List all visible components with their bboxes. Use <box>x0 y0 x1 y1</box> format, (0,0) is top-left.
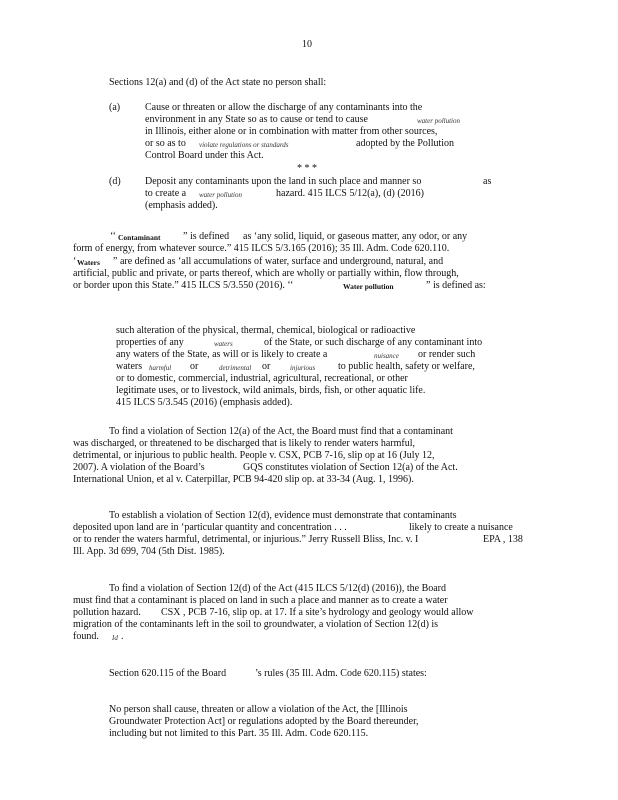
para-line: found. <box>73 631 99 642</box>
intro-line: Sections 12(a) and (d) of the Act state no person shall: <box>109 77 327 88</box>
quote-line: any waters of the State, as will or is likely to create a <box>116 349 328 360</box>
sec-d-line: as <box>483 176 492 187</box>
defs-line: ” is defined <box>183 231 230 242</box>
sec-a-line: Control Board under this Act. <box>145 150 264 161</box>
para-line: . <box>121 631 124 642</box>
quote-line: 415 ILCS 5/3.545 (2016) (emphasis added). <box>116 397 293 408</box>
defs-line: ” are defined as ‘all accumulations of water, surface and underground, natural, and <box>113 256 444 267</box>
para-line: CSX , PCB 7-16, slip op. at 17. If a site’s hydrology and geology would allow <box>161 607 474 618</box>
stars-separator: * * * <box>297 163 317 174</box>
sec-a-emphasis: violate regulations or standards <box>199 141 289 149</box>
quote-line: including but not limited to this Part. 35 Ill. Adm. Code 620.115. <box>109 728 369 739</box>
quote-emphasis: harmful <box>149 364 172 372</box>
para-emphasis: Id <box>112 634 118 642</box>
sec-a-line: in Illinois, either alone or in combination with matter from other sources, <box>145 126 438 137</box>
quote-line: to public health, safety or welfare, <box>338 361 475 372</box>
sec-a-line: environment in any State so as to cause or tend to cause <box>145 114 368 125</box>
para-line: EPA , 138 <box>483 534 523 545</box>
quote-emphasis: injurious <box>290 364 316 372</box>
para-line: Ill. App. 3d 699, 704 (5th Dist. 1985). <box>73 546 225 557</box>
quote-line: of the State, or such discharge of any contaminant into <box>264 337 483 348</box>
defs-line: as ‘any solid, liquid, or gaseous matter, any odor, or any <box>243 231 468 242</box>
defs-line: or border upon this State.” 415 ILCS 5/3.550 (2016). ‘‘ <box>73 280 294 291</box>
sec-d-emphasis: water pollution <box>199 191 242 199</box>
defs-term: Contaminant <box>118 233 161 242</box>
defs-line: artificial, public and private, or parts thereof, which are wholly or partially within, flow through, <box>73 268 459 279</box>
sec-a-line: adopted by the Pollution <box>356 138 455 149</box>
defs-term: Waters <box>77 258 100 267</box>
sec-d-line: (emphasis added). <box>145 200 218 211</box>
para-line: must find that a contaminant is placed on land in such a place and manner as to create a water <box>73 595 448 606</box>
quote-line: No person shall cause, threaten or allow a violation of the Act, the [Illinois <box>109 704 408 715</box>
para-line: To find a violation of Section 12(d) of the Act (415 ILCS 5/12(d) (2016)), the Board <box>109 583 447 594</box>
sec-d-line: to create a <box>145 188 187 199</box>
sec-a-label: (a) <box>109 102 121 113</box>
quote-emphasis: waters <box>214 340 233 348</box>
para-line: migration of the contaminants left in the soil to groundwater, a violation of Section 12(d) is <box>73 619 439 630</box>
para-line: pollution hazard. <box>73 607 141 618</box>
para-line: deposited upon land are in ‘particular quantity and concentration . . . <box>73 522 347 533</box>
para-line: To establish a violation of Section 12(d), evidence must demonstrate that contaminants <box>109 510 457 521</box>
quote-line: such alteration of the physical, thermal, chemical, biological or radioactive <box>116 325 416 336</box>
quote-line: or <box>262 361 271 372</box>
quote-emphasis: detrimental <box>219 364 252 372</box>
para-line: or to render the waters harmful, detrimental, or injurious.” Jerry Russell Bliss, Inc. v. I <box>73 534 419 545</box>
quote-line: waters <box>116 361 143 372</box>
quote-line: or <box>190 361 199 372</box>
para-line: 2007). A violation of the Board’s <box>73 462 205 473</box>
para-line: International Union, et al v. Caterpillar, PCB 94-420 slip op. at 33-34 (Aug. 1, 1996). <box>73 474 414 485</box>
quote-line: or render such <box>418 349 476 360</box>
quote-line: or to domestic, commercial, industrial, agricultural, recreational, or other <box>116 373 408 384</box>
defs-line: form of energy, from whatever source.” 415 ILCS 5/3.165 (2016); 35 Ill. Adm. Code 620.110. <box>73 243 450 254</box>
sec-d-line: hazard. 415 ILCS 5/12(a), (d) (2016) <box>276 188 425 199</box>
para-line: likely to create a nuisance <box>409 522 513 533</box>
para-line: ’s rules (35 Ill. Adm. Code 620.115) states: <box>255 668 427 679</box>
sec-a-line: or so as to <box>145 138 186 149</box>
defs-line: ‘ <box>73 256 77 267</box>
quote-line: properties of any <box>116 337 184 348</box>
page-number: 10 <box>302 39 312 50</box>
quote-line: Groundwater Protection Act] or regulations adopted by the Board thereunder, <box>109 716 419 727</box>
para-line: To find a violation of Section 12(a) of the Act, the Board must find that a contaminant <box>109 426 453 437</box>
sec-a-emphasis: water pollution <box>417 117 460 125</box>
sec-d-line: Deposit any contaminants upon the land in such place and manner so <box>145 176 422 187</box>
para-line: GQS constitutes violation of Section 12(a) of the Act. <box>243 462 458 473</box>
defs-line: ‘‘ <box>110 231 116 242</box>
defs-term: Water pollution <box>343 282 394 291</box>
defs-line: ” is defined as: <box>426 280 486 291</box>
para-line: Section 620.115 of the Board <box>109 668 227 679</box>
sec-d-label: (d) <box>109 176 121 187</box>
para-line: was discharged, or threatened to be discharged that is likely to render waters harmful, <box>73 438 416 449</box>
quote-emphasis: nuisance <box>374 352 399 360</box>
sec-a-line: Cause or threaten or allow the discharge of any contaminants into the <box>145 102 423 113</box>
para-line: detrimental, or injurious to public health. People v. CSX, PCB 7-16, slip op at 16 (July 12, <box>73 450 435 461</box>
quote-line: legitimate uses, or to livestock, wild animals, birds, fish, or other aquatic life. <box>116 385 426 396</box>
